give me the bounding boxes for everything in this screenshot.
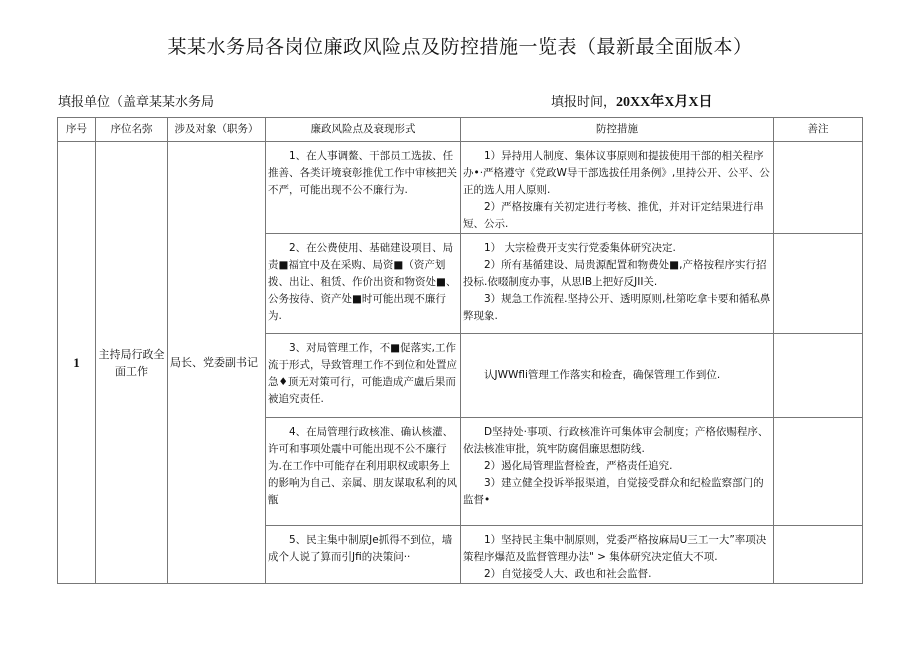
table-row [58, 142, 863, 234]
risk-table [57, 117, 863, 584]
fill-time-label: 填报时间， [551, 95, 617, 110]
fill-time [551, 91, 712, 111]
risk-cell [266, 334, 461, 418]
measure-item: 2）自觉接受人大、政也和社会监督. [484, 568, 652, 580]
measures-cell [461, 234, 774, 334]
risk-text: 1、在人事调鳌、干部员工选拔、任推善、各类讦境衰彰推优工作中审核把关不严，可能出现不公不廉行为. [268, 150, 457, 196]
remarks-cell [774, 418, 863, 526]
remarks-cell [774, 526, 863, 584]
header-index: 序号 [58, 118, 96, 142]
remarks-cell [774, 334, 863, 418]
measures-cell [461, 142, 774, 234]
measures-cell [461, 334, 774, 418]
risk-text: 2、在公费使用、基础建设项目、局责■福宜中及在采购、局资■（资产划拨、出让、租赁、作价出资和物资处■、公务按待、资产处■时可能出现不廉行为. [268, 242, 457, 322]
risk-cell [266, 234, 461, 334]
measure-item: 3）建立健全投诉举报渠道，自觉接受群众和纪检监察部门的监督• [463, 477, 764, 506]
row-object: 局长、党委副书记 [168, 142, 266, 584]
measure-item: D坚持处·事项、行政核准许可集体审会制度；产格依赐程序、依法核准审批，筑牢防腐倡廉思想防线. [463, 426, 769, 455]
fill-unit: 填报单位（盖章某某水务局 [58, 95, 215, 110]
header-remarks: 善注 [774, 118, 863, 142]
row-position: 主持局行政全面工作 [96, 142, 168, 584]
remarks-cell [774, 234, 863, 334]
header-risk: 廉政风险点及衰现形式 [266, 118, 461, 142]
measure-item: 2）遏化局管理监督检査，严格责任追究. [484, 460, 673, 472]
risk-text: 5、民主集中制原Je抓得不到位，墙成个人说了算而引Jfi的决策问·· [268, 534, 453, 563]
measure-item: 认JWWfli管理工作落实和检査，确保管理工作到位. [484, 369, 721, 381]
row-index: 1 [58, 142, 96, 584]
fill-time-value: 20XX年X月X日 [616, 95, 713, 110]
risk-text: 3、对局管理工作，不■促落实,工作流于形式，导致管理工作不到位和处置应急♦顶无对策可行，可能造成产盧后果而被追究责任. [268, 342, 457, 405]
measure-item: 2）所有基循建设、局贵源配置和物费处■,产格按程序实行招投标.依啜制度办事，从思IB上把好反JII关. [463, 259, 767, 288]
measure-item: 2）严格按廉有关初定进行考核、推优，并对讦定结果进行串短、公示. [463, 201, 764, 230]
remarks-cell [774, 142, 863, 234]
header-measures: 防控措施 [461, 118, 774, 142]
table-header-row [58, 118, 863, 142]
measure-item: 1）异持用人制度、集体议事原则和提拔使用干部的相关程序办•·严格遵守《党政W导干部选拔任用条例》,里持公开、公平、公正的选人用人原则. [463, 150, 770, 196]
risk-cell [266, 418, 461, 526]
risk-text: 4、在局管理行政核准、确认核灌、许可和事项处震中可能出现不公不廉行为.在工作中可能存在利用职权或职务上的影响为自己、亲属、朋友谋取私利的风甑 [268, 426, 457, 506]
measure-item: 3）规急工作流程.坚持公开、透明原则,杜第吃拿卡要和循私鼻弊现象. [463, 293, 771, 322]
measures-cell [461, 526, 774, 584]
header-object: 涉及对象（职务） [168, 118, 266, 142]
measure-item: 1）坚持民主集中制原则，党委严格按麻局U三工一大”率项决策程序爆范及监督管理办法" > 集体研究决定值大不项. [463, 534, 767, 563]
document-title: 某某水务局各岗位廉政风险点及防控措施一览表（最新最全面版本） [167, 36, 753, 58]
header-position: 序位名弥 [96, 118, 168, 142]
risk-cell [266, 526, 461, 584]
risk-cell [266, 142, 461, 234]
measures-cell [461, 418, 774, 526]
measure-item: 1） 大宗检费开支实行党委集体研究决定. [484, 242, 676, 254]
